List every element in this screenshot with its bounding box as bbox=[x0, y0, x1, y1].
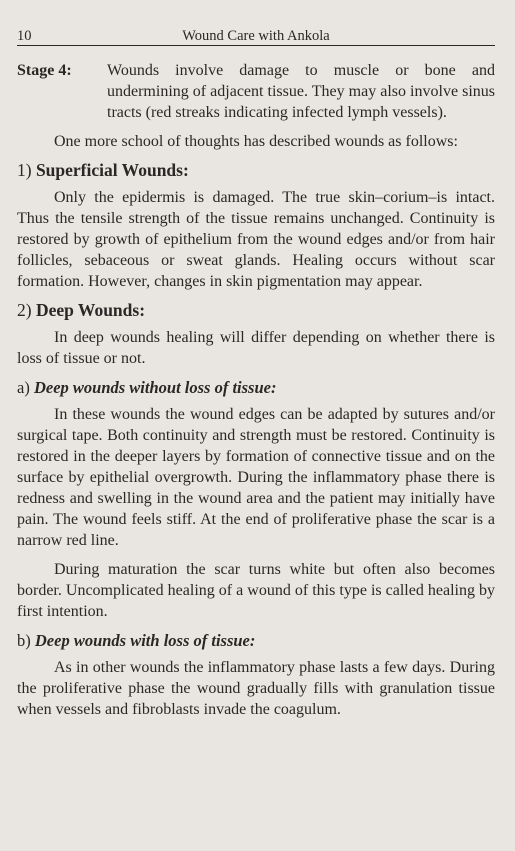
heading-deep-wounds bbox=[17, 300, 495, 321]
running-title: Wound Care with Ankola bbox=[182, 28, 330, 44]
stage-4-label: Stage 4: bbox=[17, 62, 72, 79]
subheading-with-loss bbox=[17, 630, 495, 651]
page-header bbox=[17, 27, 495, 45]
body-text bbox=[17, 60, 495, 728]
header-rule bbox=[17, 45, 495, 46]
without-loss-paragraph-2: During maturation the scar turns white but often also becomes border. Uncomplicated healing of a wound of this type is called healing by first intention. bbox=[17, 561, 495, 620]
subheading-letter: b) bbox=[17, 631, 31, 650]
heading-title: Deep Wounds: bbox=[35, 300, 146, 320]
subheading-title: Deep wounds without loss of tissue: bbox=[33, 378, 277, 397]
stage-4-block bbox=[17, 60, 495, 123]
superficial-wounds-paragraph: Only the epidermis is damaged. The true skin–corium–is intact. Thus the tensile strength of the tissue remains unchanged. Continuity is restored by growth of epithelium from the wound edges and/or from hair follicles, sebaceous or sweat glands. Healing occurs without scar formation. However, changes in skin pigmentation may appear. bbox=[17, 189, 495, 290]
page-number: 10 bbox=[17, 28, 32, 44]
intro-paragraph: One more school of thoughts has described wounds as follows: bbox=[54, 133, 458, 150]
subheading-title: Deep wounds with loss of tissue: bbox=[34, 631, 256, 650]
subheading-letter: a) bbox=[17, 378, 30, 397]
with-loss-paragraph: As in other wounds the inflammatory phase lasts a few days. During the proliferative phase the wound gradually fills with granulation tissue when vessels and fibroblasts invade the coagulum. bbox=[17, 659, 495, 718]
heading-title: Superficial Wounds: bbox=[35, 160, 189, 180]
heading-number: 2) bbox=[17, 300, 32, 320]
stage-4-text: Wounds involve damage to muscle or bone and undermining of adjacent tissue. They may also involve sinus tracts (red streaks indicating infected lymph vessels). bbox=[107, 62, 495, 121]
subheading-without-loss bbox=[17, 377, 495, 398]
heading-number: 1) bbox=[17, 160, 32, 180]
deep-wounds-paragraph: In deep wounds healing will differ depending on whether there is loss of tissue or not. bbox=[17, 329, 495, 367]
heading-superficial-wounds bbox=[17, 160, 495, 181]
without-loss-paragraph-1: In these wounds the wound edges can be adapted by sutures and/or surgical tape. Both continuity and strength must be restored. Continuity is restored in the deeper layers by formation of connective tissue and on the surface by epithelial overgrowth. During the inflammatory phase there is redness and swelling in the wound area and the patient may initially have pain. The wound feels stiff. At the end of proliferative phase the scar is a narrow red line. bbox=[17, 406, 495, 549]
